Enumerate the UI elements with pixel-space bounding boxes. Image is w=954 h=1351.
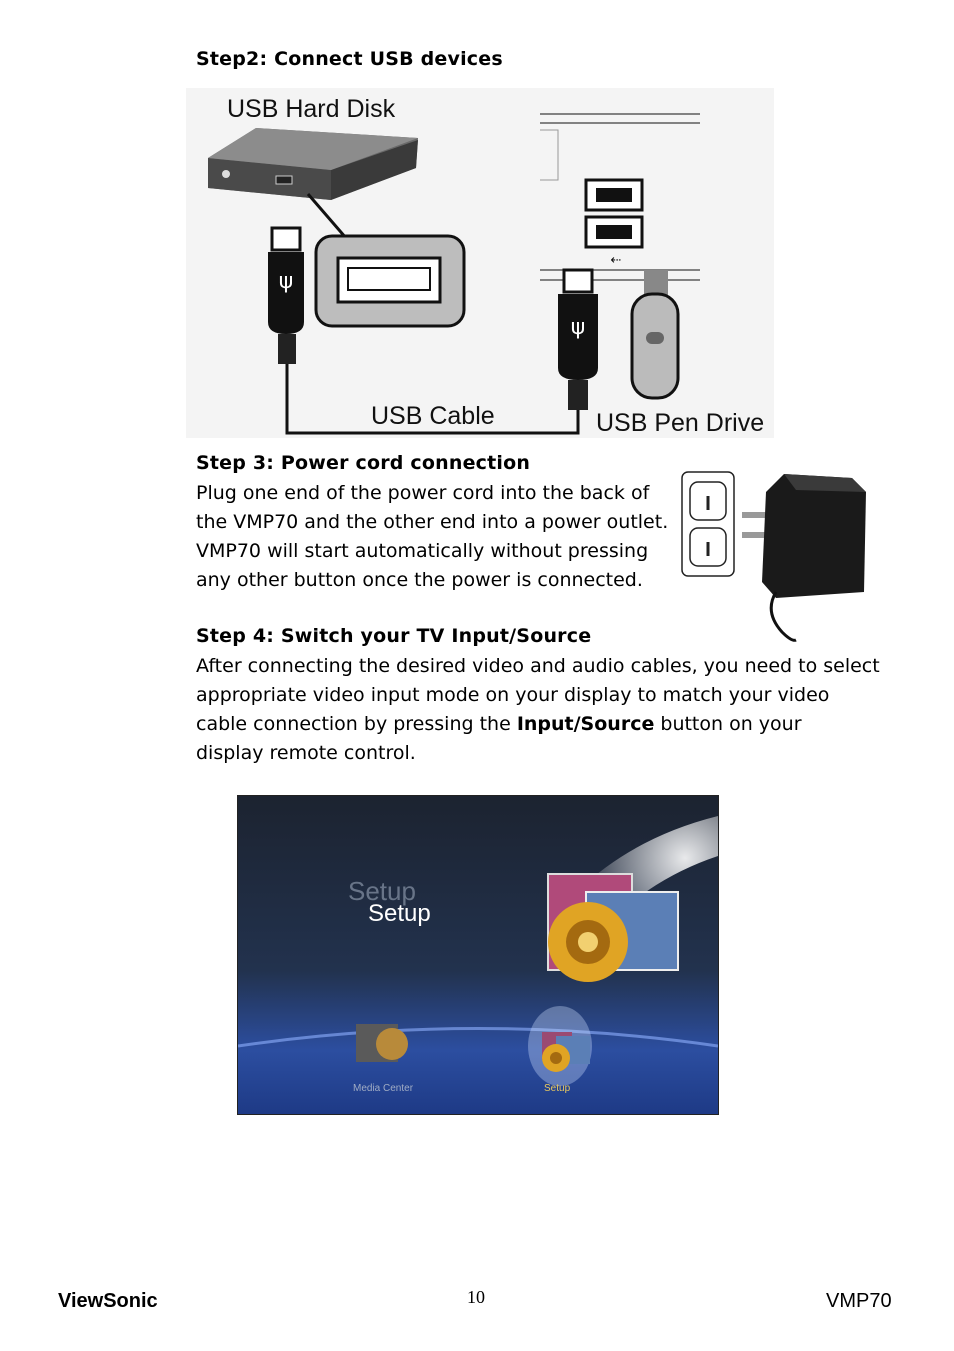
power-adapter-illustration xyxy=(676,462,874,642)
svg-text:⇠: ⇠ xyxy=(610,253,622,268)
input-source-emphasis: Input/Source xyxy=(516,713,655,735)
setup-small-icon xyxy=(528,1006,592,1086)
page-number: 10 xyxy=(467,1287,485,1307)
footer-model: VMP70 xyxy=(826,1290,892,1312)
step4-line-3-text: cable connection by pressing the xyxy=(196,713,517,735)
power-plug-adapter-icon xyxy=(742,474,866,640)
usb-hard-disk-icon xyxy=(208,128,418,200)
wall-outlet-icon xyxy=(682,472,734,576)
step4-line-2: appropriate video input mode on your display to match your video xyxy=(196,684,830,706)
label-usb-hard-disk: USB Hard Disk xyxy=(227,95,396,123)
step3-paragraph xyxy=(196,479,676,595)
vmp70-side-panel-icon xyxy=(540,114,700,280)
step4-heading: Step 4: Switch your TV Input/Source xyxy=(196,625,592,647)
usb-connection-illustration xyxy=(186,88,774,438)
step4-line-3 xyxy=(196,710,896,739)
usb-plug-left-icon xyxy=(268,228,304,364)
footer-brand: ViewSonic xyxy=(58,1290,158,1312)
step3-line-4: any other button once the power is connected. xyxy=(196,569,643,591)
step3-line-1: Plug one end of the power cord into the back of xyxy=(196,482,650,504)
svg-text:ψ: ψ xyxy=(570,315,586,340)
media-center-label[interactable]: Media Center xyxy=(353,1083,414,1094)
setup-title-reflection: Setup xyxy=(348,876,416,906)
setup-title: Setup xyxy=(368,900,431,927)
usb-plug-right-icon xyxy=(558,270,598,410)
power-adapter-figure xyxy=(676,462,874,642)
setup-label[interactable]: Setup xyxy=(544,1083,571,1094)
label-usb-pen-drive: USB Pen Drive xyxy=(596,409,765,437)
step2-heading: Step2: Connect USB devices xyxy=(196,48,503,70)
usb-connection-figure xyxy=(186,88,774,438)
svg-text:ψ: ψ xyxy=(278,269,294,294)
label-usb-cable: USB Cable xyxy=(371,402,495,430)
step4-line-3-tail: button on your xyxy=(654,713,802,735)
usb-pen-drive-icon xyxy=(632,270,678,398)
setup-menu-background xyxy=(238,796,718,1114)
step3-heading: Step 3: Power cord connection xyxy=(196,452,531,474)
step3-line-2: the VMP70 and the other end into a power outlet. xyxy=(196,511,669,533)
step4-line-1: After connecting the desired video and audio cables, you need to select xyxy=(196,655,880,677)
step4-line-4: display remote control. xyxy=(196,742,416,764)
step4-paragraph xyxy=(196,652,896,768)
step3-line-3: VMP70 will start automatically without pressing xyxy=(196,540,649,562)
setup-menu-screenshot xyxy=(237,795,719,1115)
